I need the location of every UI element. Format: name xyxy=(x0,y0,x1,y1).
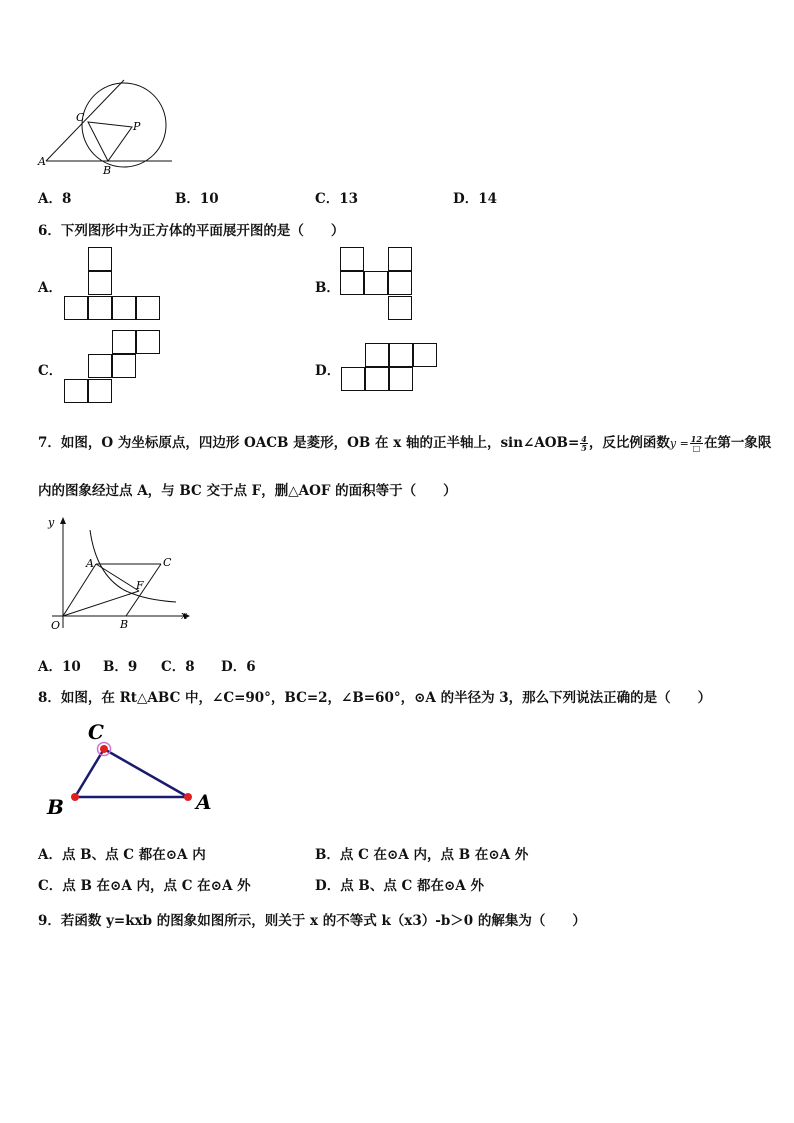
q7-label-x: x xyxy=(181,609,188,622)
net-square xyxy=(389,343,413,367)
q6-net-b xyxy=(340,247,413,321)
q7-label-a: A xyxy=(86,557,94,570)
q8-option-b: B．点 C 在⊙A 内，点 B 在⊙A 外 xyxy=(315,847,529,863)
q7-func-numerator: 12 xyxy=(690,434,702,444)
q7-stem-line1 xyxy=(38,431,771,452)
net-square xyxy=(112,330,136,354)
q6-option-b-letter: B． xyxy=(315,280,340,296)
net-square xyxy=(341,367,365,391)
q8-option-d: D．点 B、点 C 都在⊙A 外 xyxy=(315,878,484,894)
q7-func-denominator: □ xyxy=(692,443,701,453)
net-square xyxy=(365,367,389,391)
q8-point-b xyxy=(71,793,79,801)
q7-option-c: C．8 xyxy=(161,659,195,675)
q8-label-c: C xyxy=(88,720,104,744)
q7-sin-numerator: 4 xyxy=(581,434,587,444)
q5-option-b: B．10 xyxy=(175,191,219,207)
net-square xyxy=(388,271,412,295)
q7-label-c: C xyxy=(163,556,172,569)
q7-label-y: y xyxy=(48,516,55,529)
q7-segment-af xyxy=(96,564,139,591)
q7-label-o: O xyxy=(51,619,61,632)
q6-stem: 6．下列图形中为正方体的平面展开图的是（ ） xyxy=(38,223,345,239)
q7-sin-fraction xyxy=(580,435,588,452)
q7-stem-text-a: 7．如图，O 为坐标原点，四边形 OACB 是菱形，OB 在 x 轴的正半轴上，sin∠AOB= xyxy=(38,435,580,451)
q7-option-d: D．6 xyxy=(221,659,256,675)
q5-option-d: D．14 xyxy=(453,191,497,207)
q8-triangle xyxy=(75,749,188,797)
q7-option-a: A．10 xyxy=(38,659,81,675)
q7-sin-denominator: 5 xyxy=(581,443,587,453)
net-square xyxy=(340,271,364,295)
q6-option-a-letter: A． xyxy=(38,280,62,296)
q7-stem-text-b: ，反比例函数 xyxy=(588,435,670,451)
net-square xyxy=(88,296,112,320)
q9-stem: 9．若函数 y=kxb 的图象如图所示，则关于 x 的不等式 k（x3）-b＞0 的解集为（ ） xyxy=(38,913,586,929)
net-square xyxy=(365,343,389,367)
q5-label-c: C xyxy=(76,111,85,124)
q6-net-a xyxy=(64,247,161,321)
q8-label-b: B xyxy=(47,795,64,819)
q8-label-a: A xyxy=(196,790,212,814)
q5-label-a: A xyxy=(38,155,46,168)
q6-net-d xyxy=(341,343,438,392)
net-square xyxy=(136,296,160,320)
q8-point-a xyxy=(184,793,192,801)
q8-stem: 8．如图，在 Rt△ABC 中，∠C=90°，BC=2，∠B=60°，⊙A 的半径为 3，那么下列说法正确的是（ ） xyxy=(38,690,712,706)
q7-stem-text-c: 在第一象限 xyxy=(703,435,772,451)
q7-segment-of xyxy=(63,591,139,616)
q8-option-c: C．点 B 在⊙A 内，点 C 在⊙A 外 xyxy=(38,878,251,894)
net-square xyxy=(88,247,112,271)
net-square xyxy=(88,354,112,378)
net-square xyxy=(112,354,136,378)
q5-option-a: A．8 xyxy=(38,191,72,207)
q6-net-c xyxy=(64,330,161,404)
q5-option-c: C．13 xyxy=(315,191,359,207)
q7-stem-line2: 内的图象经过点 A，与 BC 交于点 F，删△AOF 的面积等于（ ） xyxy=(38,483,457,499)
q5-label-b: B xyxy=(103,164,112,177)
net-square xyxy=(64,296,88,320)
q5-figure xyxy=(36,75,176,180)
q8-option-a: A．点 B、点 C 都在⊙A 内 xyxy=(38,847,206,863)
q8-figure xyxy=(44,717,224,822)
q6-option-c-letter: C． xyxy=(38,363,63,379)
net-square xyxy=(88,379,112,403)
net-square xyxy=(389,367,413,391)
q7-rhombus-oa xyxy=(63,564,96,616)
net-square xyxy=(388,296,412,320)
net-square xyxy=(88,271,112,295)
net-square xyxy=(64,379,88,403)
q5-label-p: P xyxy=(133,120,141,133)
net-square xyxy=(112,296,136,320)
net-square xyxy=(388,247,412,271)
q7-figure xyxy=(44,512,194,634)
q5-tangent-line-upper xyxy=(46,80,124,161)
q8-point-c xyxy=(100,745,108,753)
q7-option-b: B．9 xyxy=(103,659,138,675)
q7-y-axis-arrow xyxy=(60,517,66,524)
q5-circle-p xyxy=(82,83,166,167)
q7-func-y: y = xyxy=(669,437,689,450)
net-square xyxy=(340,247,364,271)
net-square xyxy=(364,271,388,295)
net-square xyxy=(136,330,160,354)
q7-label-b: B xyxy=(120,618,129,631)
q7-func-fraction xyxy=(690,435,703,452)
net-square xyxy=(413,343,437,367)
q7-label-f: F xyxy=(136,579,144,592)
q6-option-d-letter: D． xyxy=(315,363,341,379)
